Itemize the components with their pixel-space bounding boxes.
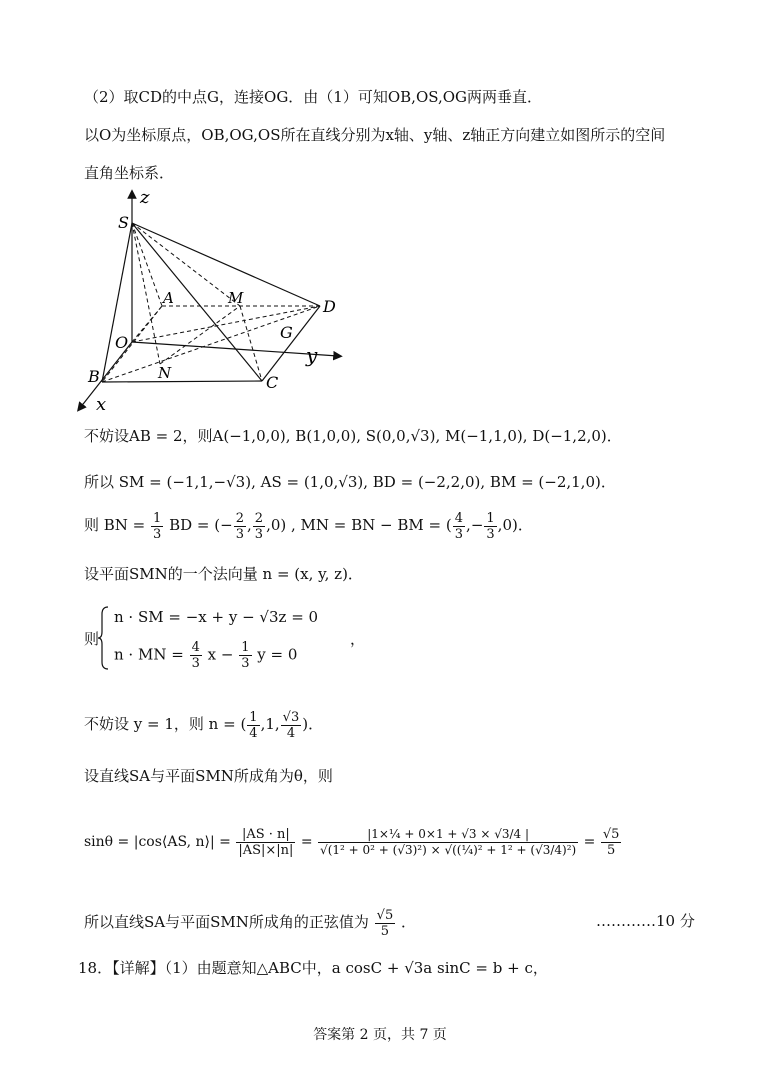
line-10: 设直线SA与平面SMN所成角为θ，则 bbox=[84, 767, 333, 785]
line-13: 18．【详解】（1）由题意知△ABC中，a cosC + √3a sinC = b + c， bbox=[78, 959, 548, 977]
label-y: y bbox=[306, 343, 318, 367]
line-6: 则 BN = $\frac{1}{3}$ BD = (− $\frac{2}{3}$ , $\frac{2}{3}$ ,0) , MN = BN − BM = ( $\frac{4}{3}$ ,− $\frac{1}{3}$ ,0)． bbox=[84, 510, 533, 542]
line-2: 以O为坐标原点，OB,OG,OS所在直线分别为x轴、y轴、z轴正方向建立如图所示的空间 bbox=[84, 126, 666, 144]
line-12: 所以直线SA与平面SMN所成角的正弦值为 $\frac{√5}{5}$ ． bbox=[84, 907, 417, 939]
label-C: C bbox=[266, 373, 279, 392]
line-1: （2）取CD的中点G，连接OG．由（1）可知OB,OS,OG两两垂直． bbox=[84, 88, 543, 106]
sin-equation: sinθ = |cos⟨AS, n⟩| = $\frac{|AS \cdot n|}{|AS|\times|n|}$ = $\frac{\text{|1×¼ + 0×1 + √3 × √3/4 |}}{\text{√(1² + 0² + (√3)²) × √((¼)² + 1² + (√3/4)²)}}$ = $\frac{√5}{5}$ bbox=[84, 826, 620, 858]
line-4: 不妨设AB = 2，则A(−1,0,0), B(1,0,0), S(0,0,√3), M(−1,1,0), D(−1,2,0)． bbox=[84, 427, 622, 445]
label-M: M bbox=[228, 289, 244, 307]
label-G: G bbox=[280, 323, 293, 342]
label-S: S bbox=[118, 213, 129, 232]
coordinate-figure bbox=[70, 182, 360, 414]
label-B: B bbox=[88, 367, 100, 386]
label-O: O bbox=[115, 333, 129, 352]
line-9: 不妨设 y = 1，则 n = ( $\frac{1}{4}$ ,1, $\frac{√3}{4}$ )． bbox=[84, 709, 324, 741]
label-A: A bbox=[163, 289, 174, 307]
label-x: x bbox=[96, 394, 107, 414]
label-z: z bbox=[140, 187, 150, 208]
label-D: D bbox=[323, 297, 336, 316]
line-5: 所以 SM = (−1,1,−√3), AS = (1,0,√3), BD = (−2,2,0), BM = (−2,1,0)． bbox=[84, 473, 616, 491]
score-marker: …………10 分 bbox=[596, 912, 695, 930]
label-N: N bbox=[158, 364, 172, 382]
line-3: 直角坐标系． bbox=[84, 164, 175, 182]
line-7: 设平面SMN的一个法向量 n = (x, y, z)． bbox=[84, 565, 363, 583]
page-footer: 答案第 2 页，共 7 页 bbox=[313, 1027, 447, 1043]
